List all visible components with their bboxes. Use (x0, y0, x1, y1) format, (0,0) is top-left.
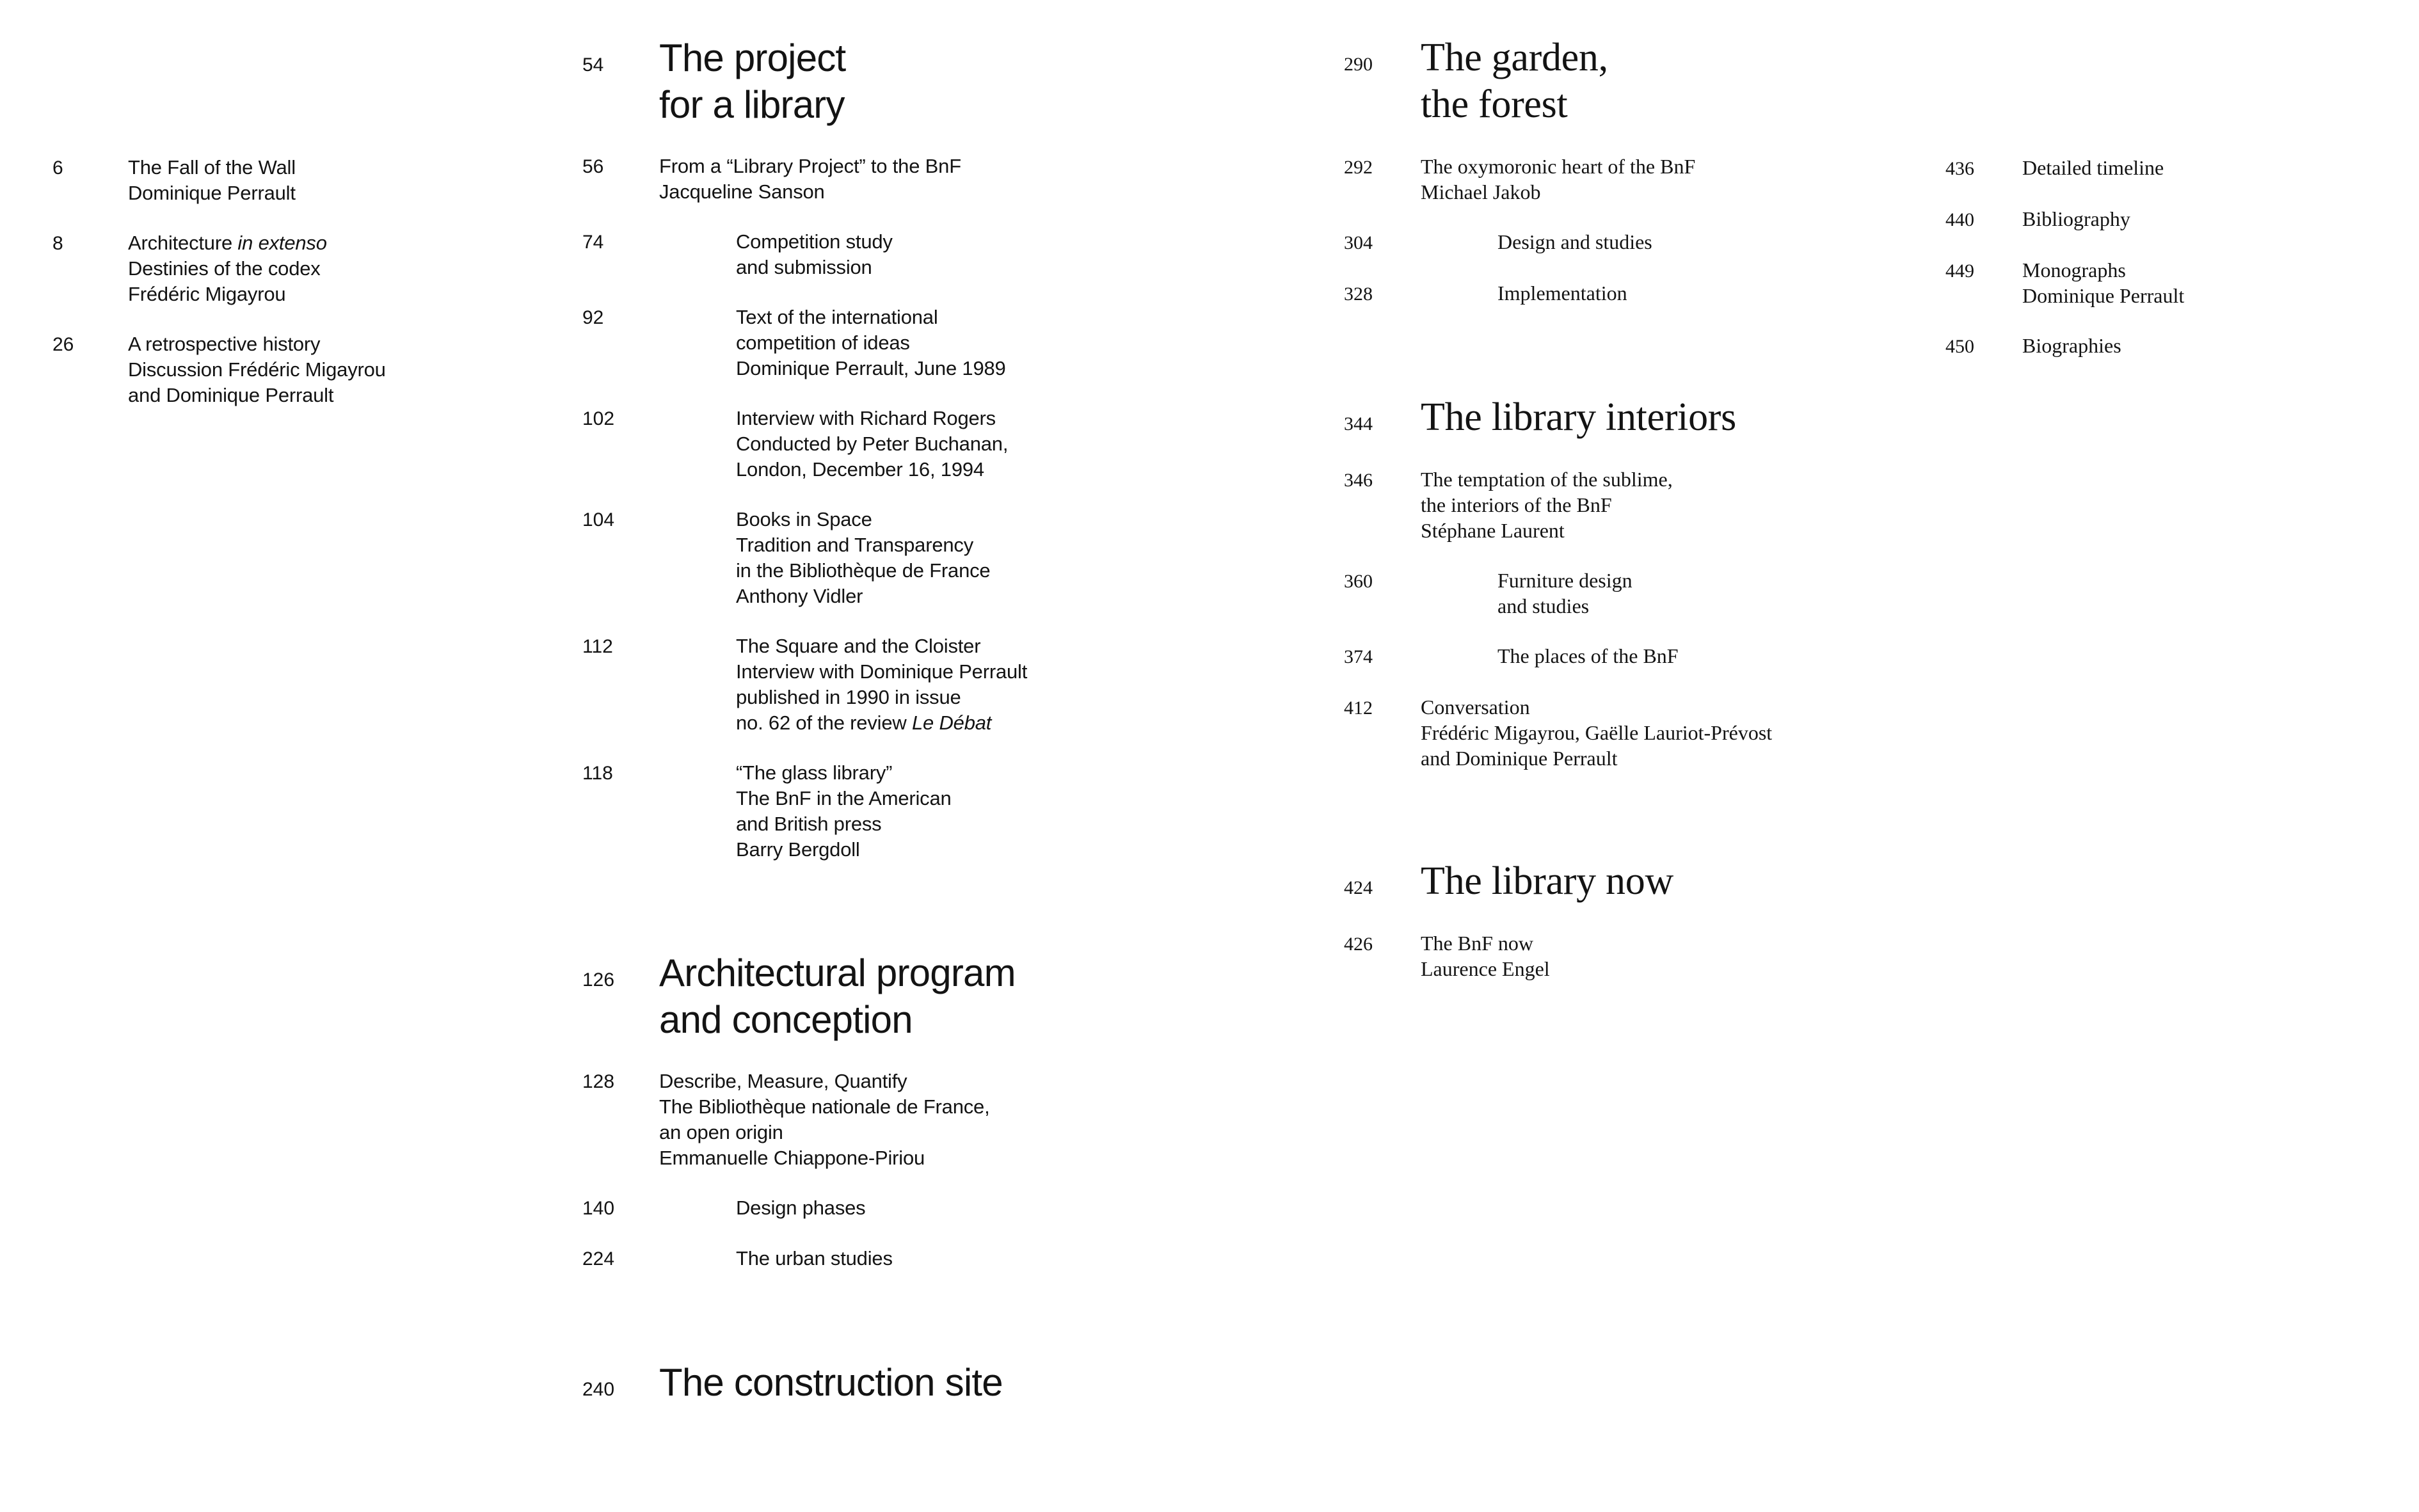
toc-column-part-1 (582, 0, 1158, 1431)
page-number: 74 (582, 232, 604, 253)
page-number: 128 (582, 1071, 615, 1092)
text-line: Conversation (1421, 696, 1530, 719)
text-line: Architecture in extenso (128, 232, 327, 254)
text-line: competition of ideas (736, 331, 910, 354)
text-line: The BnF now (1421, 932, 1533, 955)
entry-title (1421, 930, 1990, 982)
toc-entry (582, 154, 1158, 205)
text-line: Architectural program (659, 951, 1016, 994)
text-line: Stéphane Laurent (1421, 519, 1565, 542)
text-line: Discussion Frédéric Migayrou (128, 358, 386, 381)
text-line: and studies (1497, 594, 1590, 617)
toc-entry (1344, 154, 1990, 205)
page-number: 126 (582, 969, 615, 991)
entry-title (2022, 333, 2393, 358)
toc-entry (582, 305, 1158, 381)
text-line: Laurence Engel (1421, 957, 1550, 980)
text-line: Tradition and Transparency (736, 534, 974, 556)
text-line: Conducted by Peter Buchanan, (736, 433, 1009, 455)
entry-title (1421, 154, 1990, 205)
text-line: The temptation of the sublime, (1421, 468, 1673, 491)
toc-entry (1945, 155, 2393, 182)
text-line: Interview with Richard Rogers (736, 407, 996, 429)
text-line: an open origin (659, 1121, 783, 1143)
section-title (1421, 35, 1990, 128)
page-number: 344 (1344, 413, 1373, 434)
text-line: Furniture design (1497, 569, 1633, 592)
toc-column-part-2 (1344, 0, 1990, 1006)
section-heading (1344, 394, 1990, 441)
text-line: The Fall of the Wall (128, 156, 296, 179)
entry-title (659, 1246, 1158, 1271)
page-number: 54 (582, 54, 604, 76)
page-number: 424 (1344, 877, 1373, 898)
page-number: 224 (582, 1248, 615, 1269)
text-line: The Bibliothèque nationale de France, (659, 1095, 990, 1118)
text-line: The project (659, 36, 846, 79)
page-number: 374 (1344, 646, 1373, 667)
toc-entry (1344, 694, 1990, 771)
page-number: 8 (52, 233, 63, 254)
text-line: Interview with Dominique Perrault (736, 660, 1028, 683)
section-heading (582, 1359, 1158, 1406)
text-line: no. 62 of the review Le Débat (736, 712, 992, 734)
page-number: 449 (1945, 260, 1974, 282)
toc-entry (1945, 257, 2393, 308)
text-line: the interiors of the BnF (1421, 493, 1612, 516)
text-line: Design and studies (1497, 230, 1652, 253)
text-line: The garden, (1421, 36, 1608, 79)
entry-title (659, 305, 1158, 381)
entry-title (1421, 280, 1990, 306)
text-line: Monographs (2022, 259, 2126, 282)
page-number: 56 (582, 156, 604, 177)
text-line: Design phases (736, 1197, 866, 1219)
entry-title (659, 633, 1158, 736)
toc-entry (1945, 333, 2393, 360)
section-heading (582, 950, 1158, 1043)
entry-title (2022, 155, 2393, 180)
page-number: 450 (1945, 336, 1974, 357)
entry-title (659, 507, 1158, 609)
section-title (659, 1359, 1158, 1406)
toc-entry (52, 230, 539, 307)
text-line: Bibliography (2022, 207, 2130, 230)
page-number: 140 (582, 1198, 615, 1219)
entry-title (659, 1069, 1158, 1171)
text-line: and Dominique Perrault (1421, 747, 1618, 770)
text-line: Biographies (2022, 334, 2121, 357)
toc-entry (582, 1195, 1158, 1222)
entry-title (659, 229, 1158, 280)
toc-entry (1344, 229, 1990, 256)
entry-title (2022, 257, 2393, 308)
text-line: in the Bibliothèque de France (736, 559, 991, 582)
text-line: Frédéric Migayrou, Gaëlle Lauriot-Prévost (1421, 721, 1773, 744)
text-line: A retrospective history (128, 333, 321, 355)
text-line: and Dominique Perrault (128, 384, 334, 406)
text-line: Frédéric Migayrou (128, 283, 286, 305)
entry-title (128, 230, 539, 307)
text-line: The library now (1421, 859, 1673, 903)
entry-title (659, 154, 1158, 205)
text-line: published in 1990 in issue (736, 686, 961, 708)
entry-title (659, 760, 1158, 863)
page-number: 436 (1945, 158, 1974, 179)
entry-title (1421, 568, 1990, 619)
page-number: 304 (1344, 232, 1373, 253)
text-line: London, December 16, 1994 (736, 458, 984, 481)
page-number: 412 (1344, 697, 1373, 719)
section-title (659, 950, 1158, 1043)
page-number: 440 (1945, 209, 1974, 230)
page-number: 102 (582, 408, 615, 429)
text-line: Emmanuelle Chiappone-Piriou (659, 1147, 925, 1169)
entry-title (659, 1195, 1158, 1221)
entry-title (659, 406, 1158, 482)
text-line: for a library (659, 83, 845, 126)
toc-entry (582, 406, 1158, 482)
toc-entry (582, 1069, 1158, 1171)
text-line: Text of the international (736, 306, 938, 328)
text-line: Books in Space (736, 508, 872, 530)
section-title (1421, 394, 1990, 441)
text-line: Dominique Perrault, June 1989 (736, 357, 1006, 379)
toc-entry (1344, 568, 1990, 619)
text-line: From a “Library Project” to the BnF (659, 155, 961, 177)
text-line: The BnF in the American (736, 787, 952, 809)
page-number: 328 (1344, 283, 1373, 305)
section-title (659, 35, 1158, 128)
text-line: Detailed timeline (2022, 156, 2164, 179)
page-number: 292 (1344, 157, 1373, 178)
toc-entry (1344, 930, 1990, 982)
toc-entry (582, 507, 1158, 609)
text-line: The places of the BnF (1497, 644, 1679, 667)
text-line: The oxymoronic heart of the BnF (1421, 155, 1696, 178)
page-number: 426 (1344, 934, 1373, 955)
text-line: The urban studies (736, 1247, 893, 1269)
toc-entry (582, 229, 1158, 280)
page-number: 240 (582, 1379, 615, 1400)
italic-text: in extenso (237, 232, 327, 254)
text-line: Dominique Perrault (2022, 284, 2185, 307)
page-number: 26 (52, 334, 74, 355)
text-line: Jacqueline Sanson (659, 180, 825, 203)
toc-column-front-matter (52, 0, 539, 433)
text-line: and submission (736, 256, 872, 278)
toc-entry (1344, 643, 1990, 670)
section-heading (1344, 858, 1990, 905)
italic-text: Le Débat (911, 712, 992, 734)
toc-entry (582, 760, 1158, 863)
page-number: 92 (582, 307, 604, 328)
page-number: 346 (1344, 470, 1373, 491)
text-line: Michael Jakob (1421, 180, 1541, 203)
toc-entry (1344, 280, 1990, 307)
text-line: Dominique Perrault (128, 182, 296, 204)
toc-entry (1945, 206, 2393, 233)
text-line: Implementation (1497, 282, 1627, 305)
text-line: and British press (736, 813, 882, 835)
section-heading (582, 35, 1158, 128)
section-title (1421, 858, 1990, 905)
text-line: and conception (659, 998, 913, 1041)
page-number: 118 (582, 763, 613, 784)
text-line: Describe, Measure, Quantify (659, 1070, 907, 1092)
entry-title (1421, 694, 1990, 771)
entry-title (1421, 643, 1990, 669)
text-line: Destinies of the codex (128, 257, 321, 280)
page-number: 360 (1344, 571, 1373, 592)
text-line: The construction site (659, 1361, 1003, 1404)
text-line: The library interiors (1421, 395, 1736, 439)
entry-title (128, 331, 539, 408)
text-line: The Square and the Cloister (736, 635, 981, 657)
section-heading (1344, 35, 1990, 128)
toc-entry (582, 1246, 1158, 1272)
toc-entry (52, 155, 539, 206)
page-number: 6 (52, 157, 63, 179)
text-line: the forest (1421, 83, 1568, 126)
text-line: Competition study (736, 230, 893, 253)
toc-entry (1344, 466, 1990, 543)
toc-entry (52, 331, 539, 408)
toc-column-back-matter (1945, 0, 2393, 384)
entry-title (1421, 466, 1990, 543)
entry-title (1421, 229, 1990, 255)
page-number: 290 (1344, 54, 1373, 75)
entry-title (2022, 206, 2393, 232)
page-number: 104 (582, 509, 615, 530)
text-line: Anthony Vidler (736, 585, 863, 607)
text-line: Barry Bergdoll (736, 838, 860, 861)
toc-entry (582, 633, 1158, 736)
entry-title (128, 155, 539, 206)
text-line: “The glass library” (736, 761, 893, 784)
page-number: 112 (582, 636, 613, 657)
